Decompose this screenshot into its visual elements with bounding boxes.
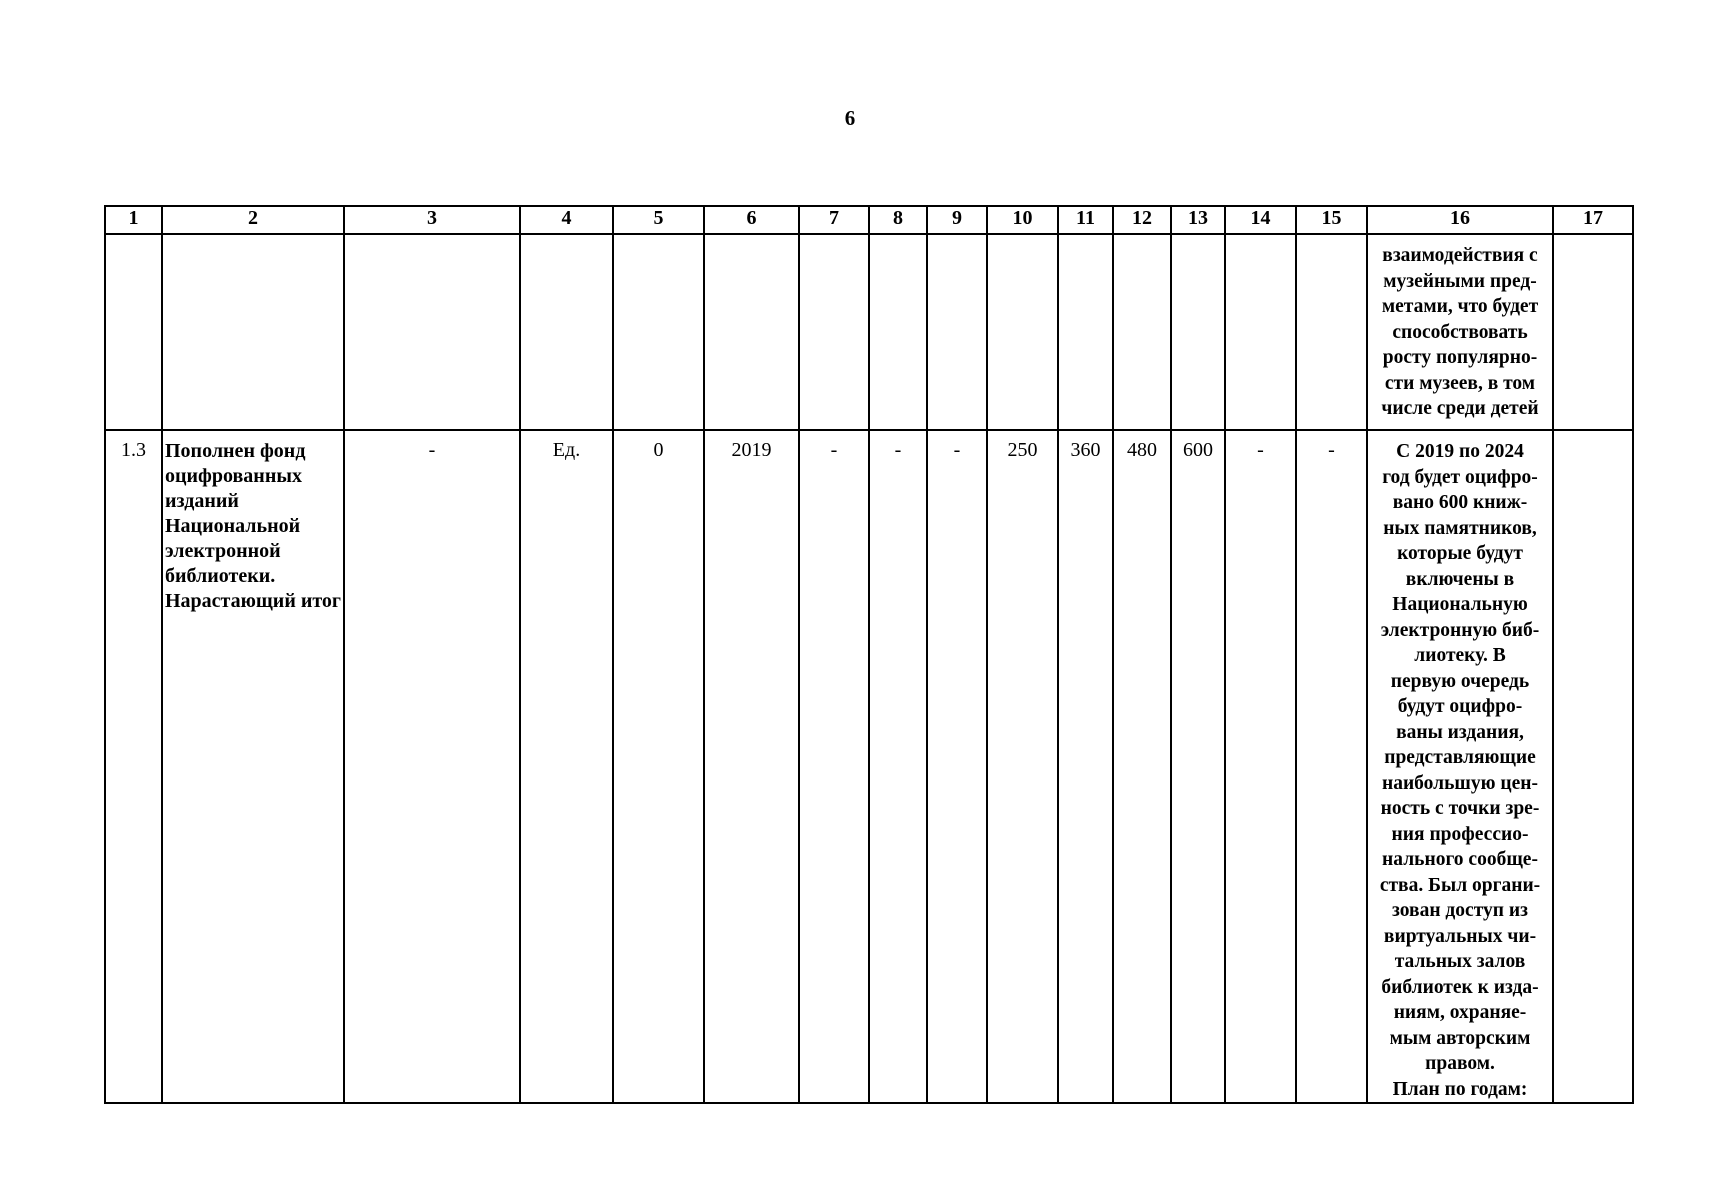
table-cell: [1113, 234, 1171, 430]
cell-col10: 250: [987, 430, 1058, 1103]
table-cell: [1225, 234, 1296, 430]
column-header-11: 11: [1058, 206, 1113, 234]
row-number: 1.3: [105, 430, 162, 1103]
cell-col14: -: [1225, 430, 1296, 1103]
unit-cell: Ед.: [520, 430, 613, 1103]
cell-col11: 360: [1058, 430, 1113, 1103]
table-row-1-3: [105, 430, 1633, 1103]
table-cell: [1171, 234, 1225, 430]
column-header-16: 16: [1367, 206, 1553, 234]
table-cell: [869, 234, 927, 430]
column-header-10: 10: [987, 206, 1058, 234]
column-header-13: 13: [1171, 206, 1225, 234]
cell-col12: 480: [1113, 430, 1171, 1103]
cell-col3: -: [344, 430, 520, 1103]
column-header-8: 8: [869, 206, 927, 234]
table-cell: [1296, 234, 1367, 430]
column-header-9: 9: [927, 206, 987, 234]
table-cell: [613, 234, 704, 430]
table-cell: [799, 234, 869, 430]
table-cell: [162, 234, 344, 430]
cell-col8: -: [869, 430, 927, 1103]
column-header-17: 17: [1553, 206, 1633, 234]
cell-col13: 600: [1171, 430, 1225, 1103]
column-header-14: 14: [1225, 206, 1296, 234]
indicator-table: [104, 205, 1634, 1104]
continuation-description: взаимодействия с музейными пред- метами, что будет способствовать росту популярно- сти музеев, в том числе среди детей: [1367, 234, 1553, 430]
column-header-3: 3: [344, 206, 520, 234]
table-cell: [520, 234, 613, 430]
table-cell: [105, 234, 162, 430]
page-number: 6: [844, 106, 856, 130]
column-header-15: 15: [1296, 206, 1367, 234]
base-year-cell: 2019: [704, 430, 799, 1103]
table-cell: [927, 234, 987, 430]
cell-col17: [1553, 430, 1633, 1103]
column-header-6: 6: [704, 206, 799, 234]
cell-col9: -: [927, 430, 987, 1103]
column-header-1: 1: [105, 206, 162, 234]
table-cell: [704, 234, 799, 430]
table-cell: [987, 234, 1058, 430]
column-header-4: 4: [520, 206, 613, 234]
cell-col7: -: [799, 430, 869, 1103]
table-cell: [1058, 234, 1113, 430]
column-header-2: 2: [162, 206, 344, 234]
indicator-name: Пополнен фонд оцифрованных изданий Национальной электронной библиотеки. Нарастающий итог: [162, 430, 344, 1103]
table-cell: [1553, 234, 1633, 430]
column-header-12: 12: [1113, 206, 1171, 234]
table-cell: [344, 234, 520, 430]
indicator-description: С 2019 по 2024 год будет оцифро- вано 600 книж- ных памятников, которые будут включены в Национальную электронную биб- лиотеку. В первую очередь будут оцифро- ваны издания, представляющие наибольшую цен- ность с точки зре- ния профессио- нального сообще- ства. Был органи- зован доступ из виртуальных чи- тальных залов библиотек к изда- ниям, охраняе- мым авторским правом. План по годам:: [1367, 430, 1553, 1103]
base-value-cell: 0: [613, 430, 704, 1103]
column-number-row: [105, 206, 1633, 234]
cell-col15: -: [1296, 430, 1367, 1103]
column-header-5: 5: [613, 206, 704, 234]
continuation-row: [105, 234, 1633, 430]
column-header-7: 7: [799, 206, 869, 234]
